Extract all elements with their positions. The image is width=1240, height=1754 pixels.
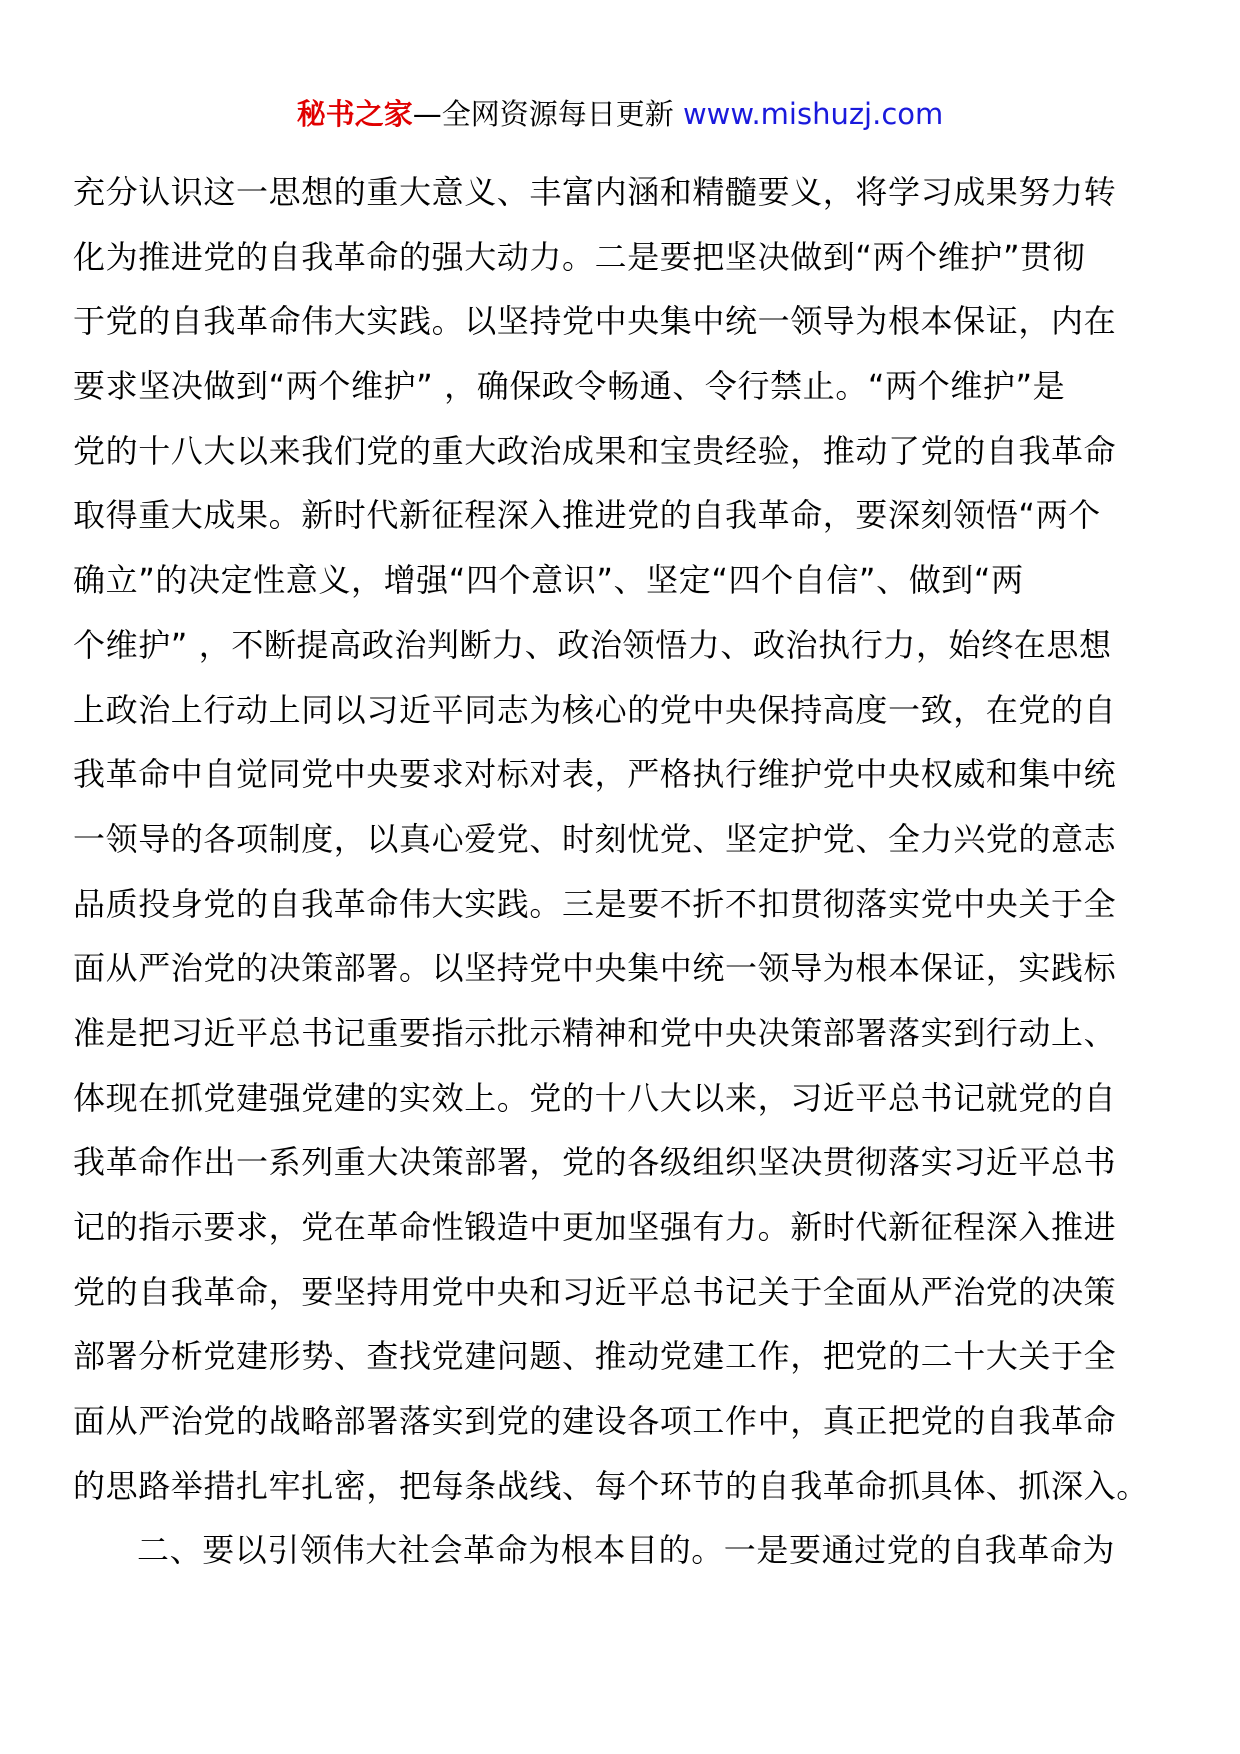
brand-name: 秘书之家 <box>296 97 413 131</box>
text-line: 于党的自我革命伟大实践。以坚持党中央集中统一领导为根本保证，内在 <box>73 302 1117 341</box>
text-line: 部署分析党建形势、查找党建问题、推动党建工作，把党的二十大关于全 <box>73 1337 1117 1376</box>
text-line: 体现在抓党建强党建的实效上。党的十八大以来，习近平总书记就党的自 <box>73 1078 1117 1117</box>
text-line: 要求坚决做到“两个维护” ，确保政令畅通、令行禁止。“两个维护”是 <box>73 367 1066 406</box>
text-line: 取得重大成果。新时代新征程深入推进党的自我革命，要深刻领悟“两个 <box>73 496 1101 535</box>
text-line: 上政治上行动上同以习近平同志为核心的党中央保持高度一致，在党的自 <box>73 690 1117 729</box>
paragraph-start-line: 二、要以引领伟大社会革命为根本目的。一是要通过党的自我革命为 <box>137 1531 1116 1570</box>
text-line: 我革命作出一系列重大决策部署，党的各级组织坚决贯彻落实习近平总书 <box>73 1143 1117 1182</box>
text-line: 确立”的决定性意义，增强“四个意识”、坚定“四个自信”、做到“两 <box>73 561 1024 600</box>
document-body <box>73 160 1173 1583</box>
text-line: 充分认识这一思想的重大意义、丰富内涵和精髓要义，将学习成果努力转 <box>73 173 1117 211</box>
text-line: 品质投身党的自我革命伟大实践。三是要不折不扣贯彻落实党中央关于全 <box>73 884 1117 923</box>
text-line: 面从严治党的战略部署落实到党的建设各项工作中，真正把党的自我革命 <box>73 1402 1117 1441</box>
text-line: 面从严治党的决策部署。以坚持党中央集中统一领导为根本保证，实践标 <box>73 949 1117 988</box>
text-line: 党的十八大以来我们党的重大政治成果和宝贵经验，推动了党的自我革命 <box>73 431 1117 470</box>
page-header <box>0 94 1240 134</box>
text-line: 的思路举措扎牢扎密，把每条战线、每个环节的自我革命抓具体、抓深入。 <box>73 1466 1149 1505</box>
text-line: 准是把习近平总书记重要指示批示精神和党中央决策部署落实到行动上、 <box>73 1013 1117 1052</box>
site-url[interactable]: www.mishuzj.com <box>682 97 944 131</box>
text-line: 一领导的各项制度，以真心爱党、时刻忧党、坚定护党、全力兴党的意志 <box>73 819 1117 858</box>
text-line: 个维护” ，不断提高政治判断力、政治领悟力、政治执行力，始终在思想 <box>73 625 1112 664</box>
text-line: 记的指示要求，党在革命性锻造中更加坚强有力。新时代新征程深入推进 <box>73 1208 1117 1246</box>
text-line: 化为推进党的自我革命的强大动力。二是要把坚决做到“两个维护”贯彻 <box>73 237 1086 276</box>
text-line: 党的自我革命，要坚持用党中央和习近平总书记关于全面从严治党的决策 <box>73 1272 1117 1311</box>
header-tagline: —全网资源每日更新 <box>412 97 674 131</box>
text-line: 我革命中自觉同党中央要求对标对表，严格执行维护党中央权威和集中统 <box>73 755 1117 794</box>
